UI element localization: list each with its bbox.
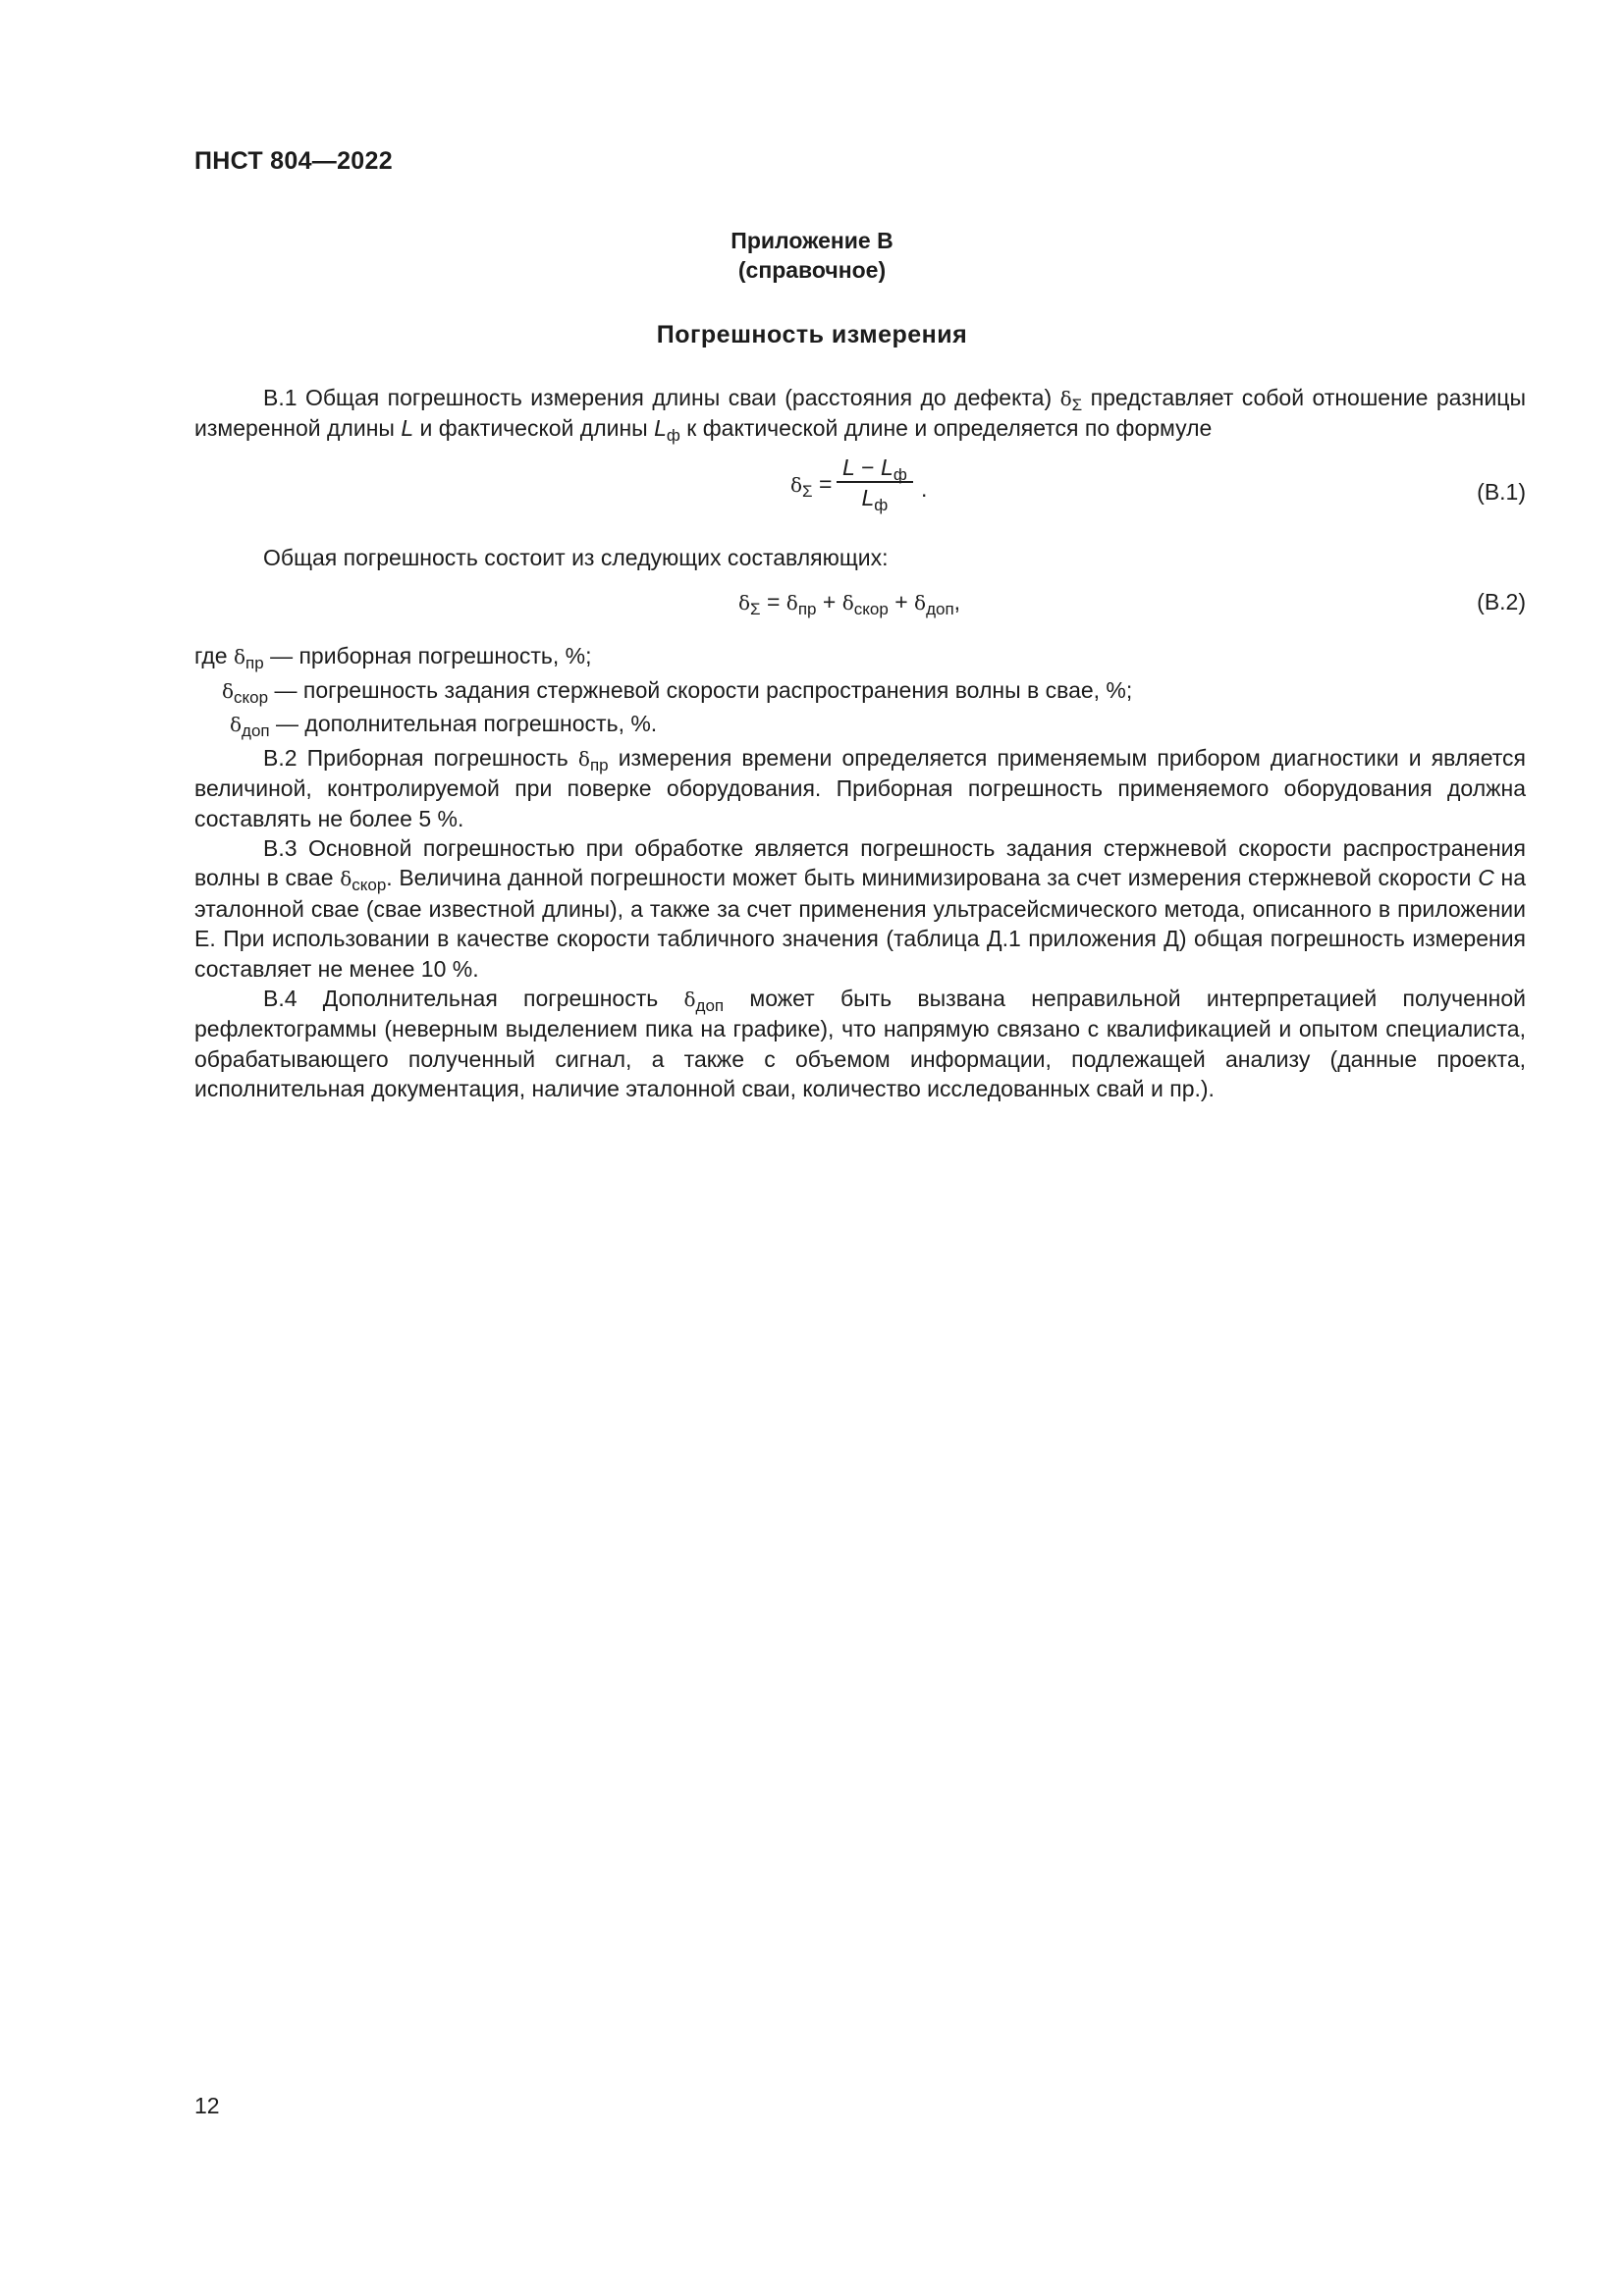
- formula-b2-number: (В.2): [1477, 589, 1526, 614]
- document-code: ПНСТ 804—2022: [194, 147, 393, 175]
- page-number: 12: [194, 2093, 220, 2118]
- appendix-type: (справочное): [737, 257, 887, 283]
- section-title: Погрешность измерения: [656, 321, 968, 348]
- where-dop: $\delta_{доп}$ — дополнительная погрешность, %.: [230, 711, 658, 740]
- appendix-label: Приложение В: [731, 228, 893, 253]
- paragraph-b1: В.1 Общая погрешность измерения длины сваи (расстояния до дефекта) $\delta_\Sigma$ представляет собой отношение разницы измеренной длины L и фактической длины $L_ф$ к фактической длине и определяется по формуле: [194, 385, 1527, 446]
- paragraph-b2: В.2 Приборная погрешность $\delta_{пр}$ измерения времени определяется применяемым прибором диагностики и является величиной, контролируемой при поверке оборудования. Приборная погрешность применяемого оборудования должна составлять не более 5 %.: [194, 745, 1526, 831]
- paragraph-b3: В.3 Основной погрешностью при обработке является погрешность задания стержневой скорости распространения волны в свае $\delta_{скор}$. Величина данной погрешности может быть минимизирована за счет измерения стержневой скорости С на эталонной свае (свае известной длины), а также за счет применения ультрасейсмического метода, описанного в приложении Е. При использовании в качестве скорости табличного значения (таблица Д.1 приложения Д) общая погрешность измерения составляет не менее 10 %.: [194, 835, 1527, 982]
- formula-b1-end: .: [921, 476, 928, 502]
- formula-b2: $\delta_\Sigma = \delta_{пр} + \delta_{скор} + \delta_{доп}$,: [738, 589, 961, 618]
- where-skor: $\delta_{скор}$ — погрешность задания стержневой скорости распространения волны в свае, %;: [222, 677, 1133, 707]
- where-pr: где $\delta_{пр}$ — приборная погрешность, %;: [194, 643, 592, 672]
- formula-b1-fraction: $L - L_ф$ $L_ф$: [837, 454, 913, 511]
- paragraph-b4: В.4 Дополнительная погрешность $\delta_{доп}$ может быть вызвана неправильной интерпретацией полученной рефлектограммы (неверным выделением пика на графике), что напрямую связано с квалификацией и опытом специалиста, обрабатывающего полученный сигнал, а также с объемом информации, подлежащей анализу (данные проекта, исполнительная документация, наличие эталонной сваи, количество исследованных свай и пр.).: [194, 986, 1526, 1102]
- formula-b1-lhs: $\delta_\Sigma$ =: [790, 471, 833, 501]
- formula-b1-number: (В.1): [1477, 479, 1526, 505]
- formula-b2-intro: Общая погрешность состоит из следующих составляющих:: [263, 545, 889, 570]
